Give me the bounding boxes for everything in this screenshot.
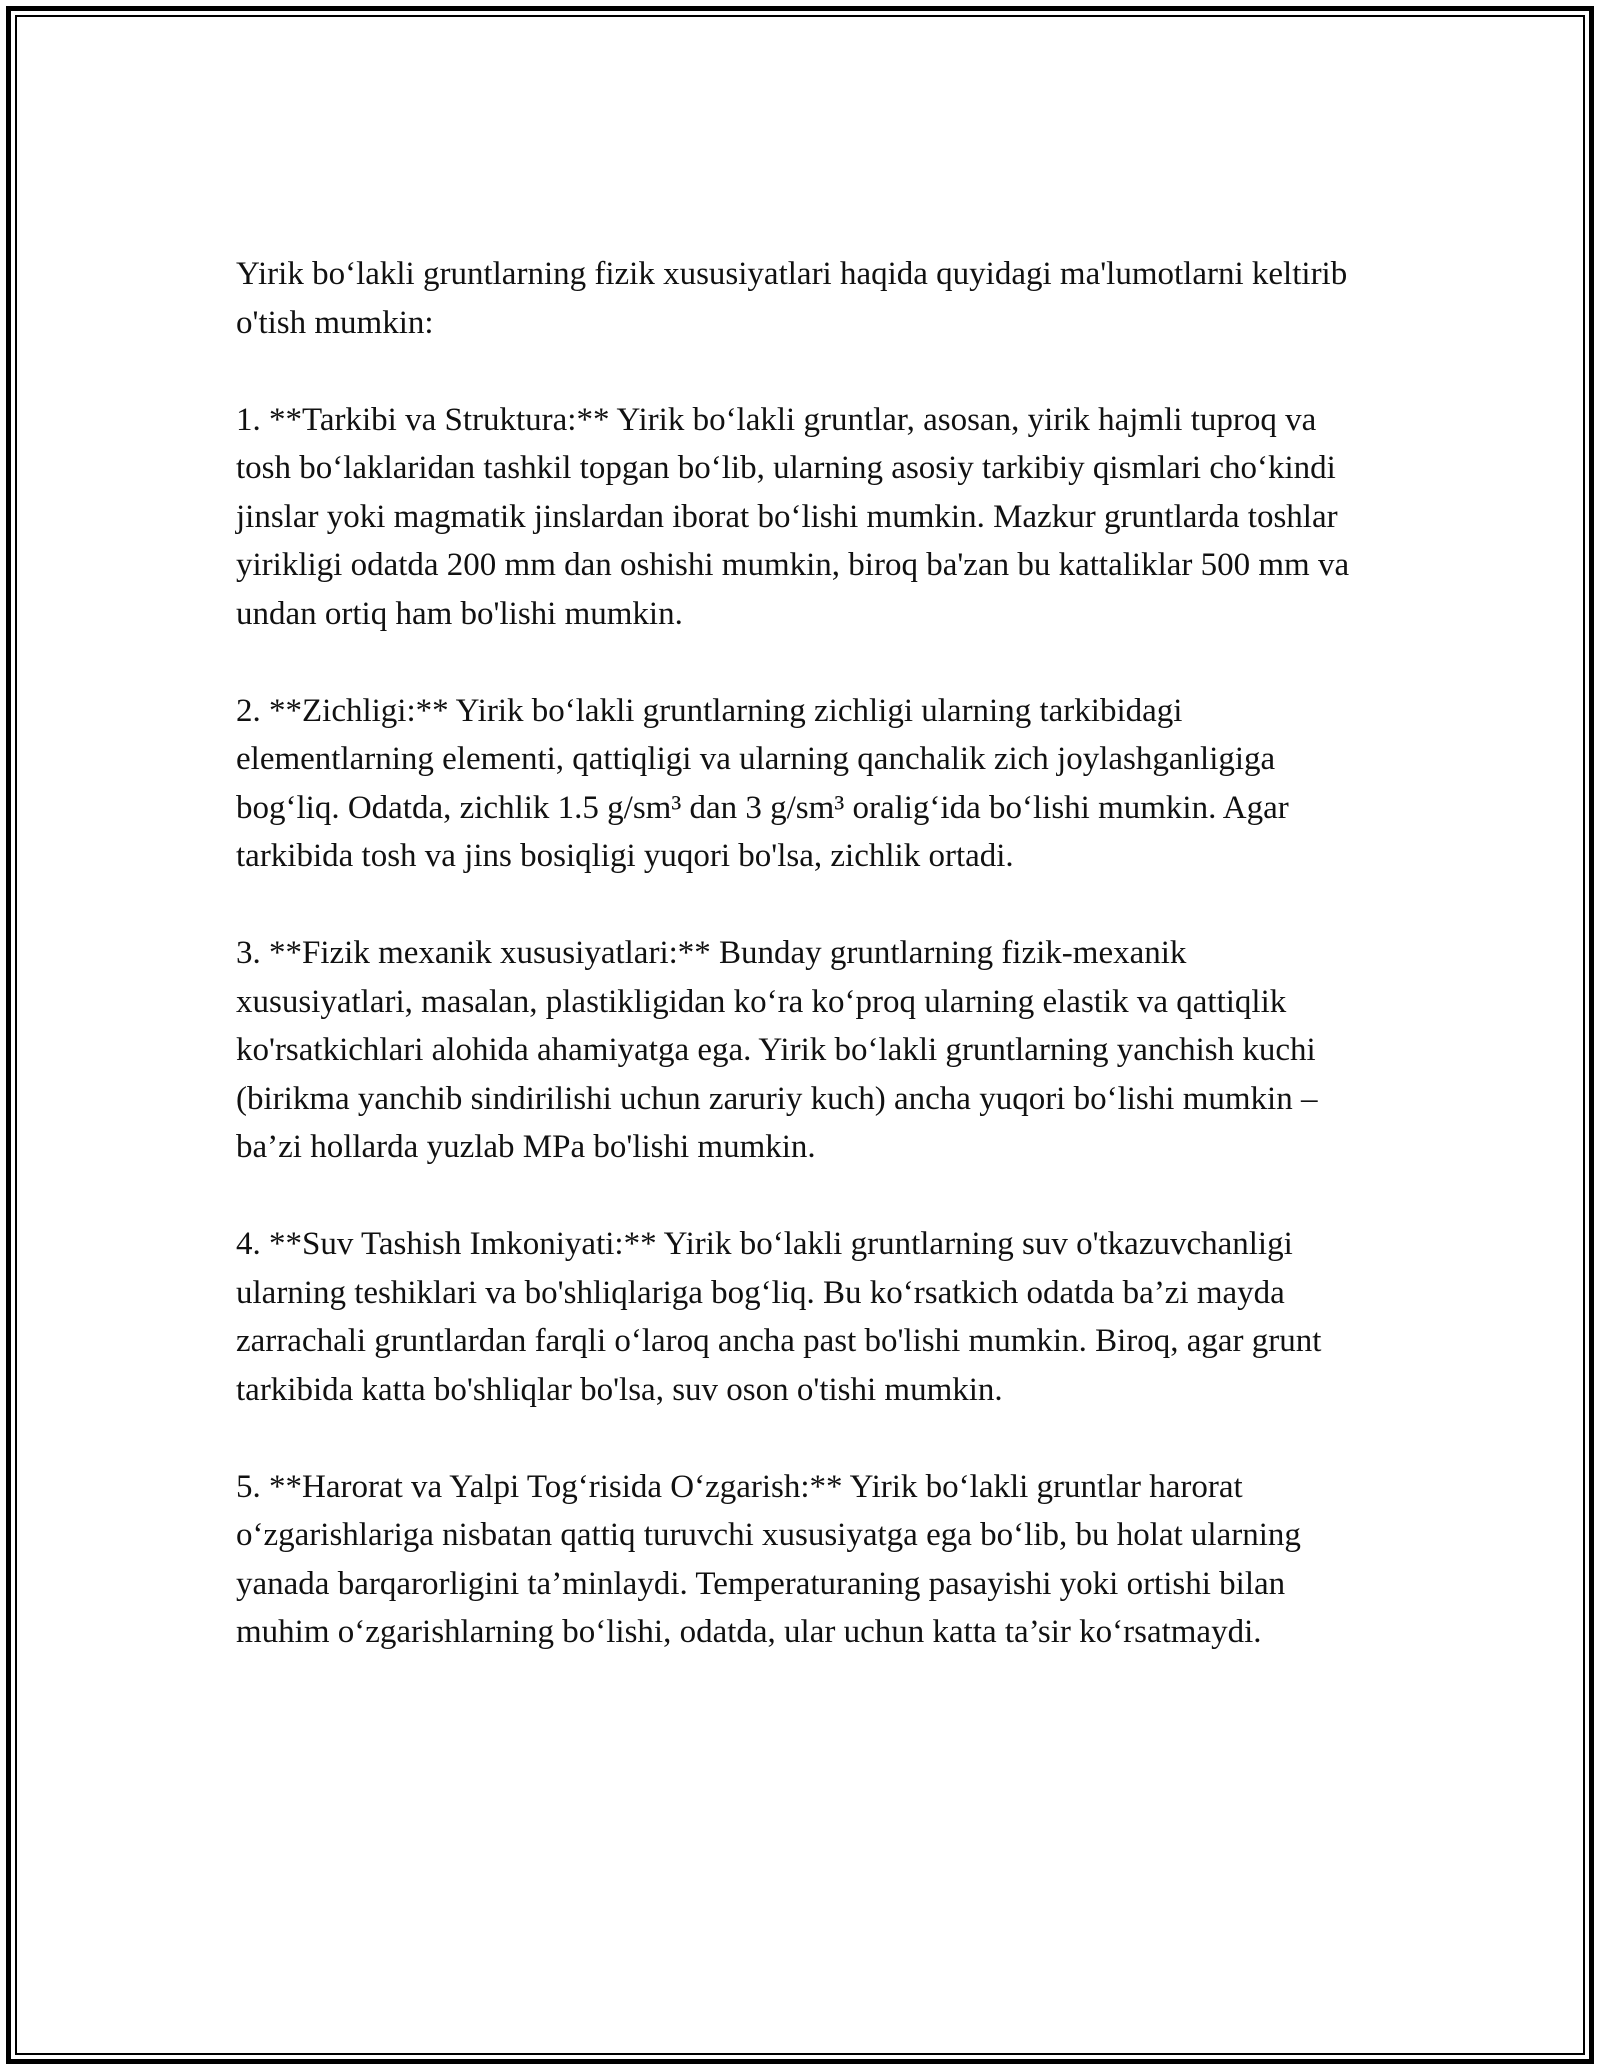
section-tarkibi-va-struktura: 1. **Tarkibi va Struktura:** Yirik bo‘lakli gruntlar, asosan, yirik hajmli tuproq va tosh bo‘laklaridan tashkil topgan bo‘lib, ularning asosiy tarkibiy qismlari cho‘kindi jinslar yoki magmatik jinslardan iborat bo‘lishi mumkin. Mazkur gruntlarda toshlar yirikligi odatda 200 mm dan oshishi mumkin, biroq ba'zan bu kattaliklar 500 mm va undan ortiq ham bo'lishi mumkin. xyxy=(236,401,1350,632)
section-harorat: 5. **Harorat va Yalpi Tog‘risida O‘zgarish:** Yirik bo‘lakli gruntlar harorat o‘zgarishlariga nisbatan qattiq turuvchi xususiyatga ega bo‘lib, bu holat ularning yanada barqarorligini ta’minlaydi. Temperaturaning pasayishi yoki ortishi bilan muhim o‘zgarishlarning bo‘lishi, odatda, ular uchun katta ta’sir ko‘rsatmaydi. xyxy=(236,1468,1301,1650)
section-fizik-mexanik: 3. **Fizik mexanik xususiyatlari:** Bunday gruntlarning fizik-mexanik xususiyatlari, masalan, plastikligidan ko‘ra ko‘proq ularning elastik va qattiqlik ko'rsatkichlari alohida ahamiyatga ega. Yirik bo‘lakli gruntlarning yanchish kuchi (birikma yanchib sindirilishi uchun zaruriy kuch) ancha yuqori bo‘lishi mumkin – ba’zi hollarda yuzlab MPa bo'lishi mumkin. xyxy=(236,935,1318,1165)
section-suv-tashish: 4. **Suv Tashish Imkoniyati:** Yirik bo‘lakli gruntlarning suv o'tkazuvchanligi ularning teshiklari va bo'shliqlariga bog‘liq. Bu ko‘rsatkich odatda ba’zi mayda zarrachali gruntlardan farqli o‘laroq ancha past bo'lishi mumkin. Biroq, agar grunt tarkibida katta bo'shliqlar bo'lsa, suv oson o'tishi mumkin. xyxy=(236,1226,1322,1408)
document-body xyxy=(236,250,1366,1705)
section-zichligi: 2. **Zichligi:** Yirik bo‘lakli gruntlarning zichligi ularning tarkibidagi elementlarning elementi, qattiqligi va ularning qanchalik zich joylashganligiga bog‘liq. Odatda, zichlik 1.5 g/sm³ dan 3 g/sm³ oralig‘ida bo‘lishi mumkin. Agar tarkibida tosh va jins bosiqligi yuqori bo'lsa, zichlik ortadi. xyxy=(236,692,1289,874)
intro-paragraph: Yirik bo‘lakli gruntlarning fizik xususiyatlari haqida quyidagi ma'lumotlarni keltirib o'tish mumkin: xyxy=(236,256,1348,341)
